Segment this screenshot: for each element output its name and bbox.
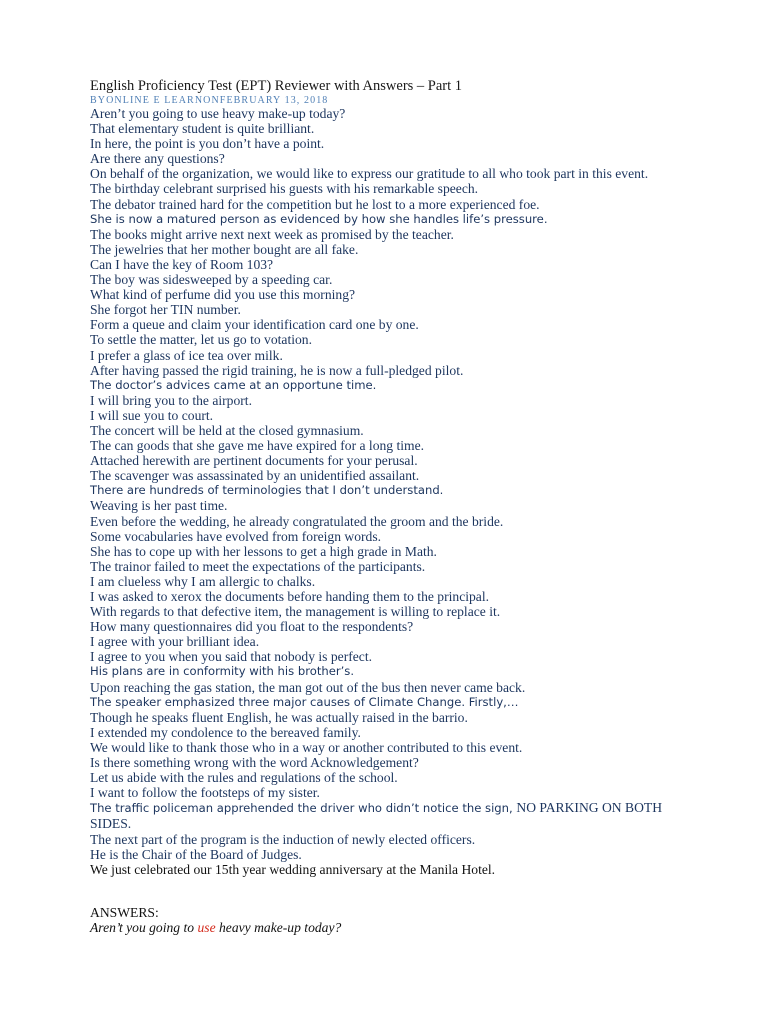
sentence-item: I am clueless why I am allergic to chalks. bbox=[90, 573, 316, 589]
sentence-item: The boy was sidesweeped by a speeding car. bbox=[90, 272, 333, 288]
sentence-item: I extended my condolence to the bereaved family. bbox=[90, 724, 361, 740]
sentence-item: In here, the point is you don’t have a point. bbox=[90, 136, 325, 152]
sentence-item: Are there any questions? bbox=[90, 151, 225, 167]
sentence-item: She forgot her TIN number. bbox=[90, 302, 241, 318]
answer-item bbox=[90, 920, 341, 936]
sentence-item: On behalf of the organization, we would like to express our gratitude to all who took part in this event. bbox=[90, 166, 649, 182]
sentence-item: With regards to that defective item, the management is willing to replace it. bbox=[90, 604, 501, 620]
sentence-item: I was asked to xerox the documents before handing them to the principal. bbox=[90, 589, 490, 604]
sentence-item: Is there something wrong with the word Acknowledgement? bbox=[90, 755, 419, 771]
sentence-item: I will bring you to the airport. bbox=[90, 392, 252, 408]
answer-highlight-word: use bbox=[197, 920, 216, 935]
sentence-text-part: NO PARKING ON BOTH SIDES. bbox=[90, 800, 663, 832]
answer-text-after: heavy make-up today? bbox=[215, 920, 342, 935]
sentence-item: He is the Chair of the Board of Judges. bbox=[90, 846, 302, 862]
sentence-item: After having passed the rigid training, he is now a full-pledged pilot. bbox=[90, 362, 464, 378]
sentence-item: To settle the matter, let us go to votation. bbox=[90, 332, 312, 348]
answer-text-before: Aren’t you going to bbox=[90, 920, 198, 935]
answers-heading: ANSWERS: bbox=[90, 905, 159, 920]
sentence-item: Weaving is her past time. bbox=[90, 498, 228, 514]
sentence-item: She is now a matured person as evidenced by how she handles life’s pressure. bbox=[90, 211, 548, 226]
sentence-item: Attached herewith are pertinent documents for your perusal. bbox=[90, 453, 418, 469]
byline: BYONLINE E LEARNONFEBRUARY 13, 2018 bbox=[90, 95, 329, 106]
sentence-item: We would like to thank those who in a way or another contributed to this event. bbox=[90, 739, 523, 755]
sentence-item: We just celebrated our 15th year wedding anniversary at the Manila Hotel. bbox=[90, 861, 496, 877]
sentence-item: The birthday celebrant surprised his guests with his remarkable speech. bbox=[90, 181, 479, 197]
sentence-item: Aren’t you going to use heavy make-up today? bbox=[90, 106, 346, 121]
sentence-item: How many questionnaires did you float to the respondents? bbox=[90, 619, 414, 635]
sentence-item: There are hundreds of terminologies that I don’t understand. bbox=[90, 483, 444, 498]
sentence-item: I agree to you when you said that nobody is perfect. bbox=[90, 649, 372, 665]
sentence-item: The debator trained hard for the competition but he lost to a more experienced foe. bbox=[90, 196, 540, 212]
sentence-item: The books might arrive next next week as promised by the teacher. bbox=[90, 226, 454, 242]
sentence-item: Form a queue and claim your identification card one by one. bbox=[90, 317, 419, 333]
sentence-item: I will sue you to court. bbox=[90, 407, 214, 423]
sentence-item: I want to follow the footsteps of my sister. bbox=[90, 785, 320, 801]
sentence-item: The concert will be held at the closed gymnasium. bbox=[90, 422, 364, 438]
sentence-text-part: The traffic policeman apprehended the driver who didn’t notice the sign, bbox=[90, 801, 517, 816]
sentence-item: She has to cope up with her lessons to get a high grade in Math. bbox=[90, 543, 437, 559]
sentence-item: Let us abide with the rules and regulations of the school. bbox=[90, 770, 398, 786]
sentence-item: His plans are in conformity with his brother’s. bbox=[90, 664, 355, 679]
sentence-item: The scavenger was assassinated by an unidentified assailant. bbox=[90, 468, 420, 484]
sentence-item: The can goods that she gave me have expired for a long time. bbox=[90, 438, 425, 454]
sentence-item: The doctor’s advices came at an opportune time. bbox=[90, 377, 377, 392]
sentence-item: Some vocabularies have evolved from foreign words. bbox=[90, 528, 382, 544]
sentence-item: I prefer a glass of ice tea over milk. bbox=[90, 347, 283, 363]
sentence-item: Even before the wedding, he already congratulated the groom and the bride. bbox=[90, 513, 504, 529]
sentence-item bbox=[90, 800, 690, 831]
sentence-item: Can I have the key of Room 103? bbox=[90, 256, 274, 272]
sentence-item: The speaker emphasized three major causes of Climate Change. Firstly,… bbox=[90, 694, 519, 709]
sentence-item: The jewelries that her mother bought are all fake. bbox=[90, 241, 359, 257]
sentence-item: That elementary student is quite brilliant. bbox=[90, 121, 315, 137]
sentence-item: Though he speaks fluent English, he was actually raised in the barrio. bbox=[90, 709, 468, 725]
sentence-item: Upon reaching the gas station, the man got out of the bus then never came back. bbox=[90, 679, 526, 695]
sentence-item: The next part of the program is the induction of newly elected officers. bbox=[90, 831, 476, 847]
sentence-item: What kind of perfume did you use this morning? bbox=[90, 287, 356, 303]
sentence-item: I agree with your brilliant idea. bbox=[90, 634, 260, 650]
document-title: English Proficiency Test (EPT) Reviewer with Answers – Part 1 bbox=[90, 78, 463, 94]
sentence-item: The trainor failed to meet the expectations of the participants. bbox=[90, 558, 426, 574]
sentence-list bbox=[90, 106, 690, 877]
